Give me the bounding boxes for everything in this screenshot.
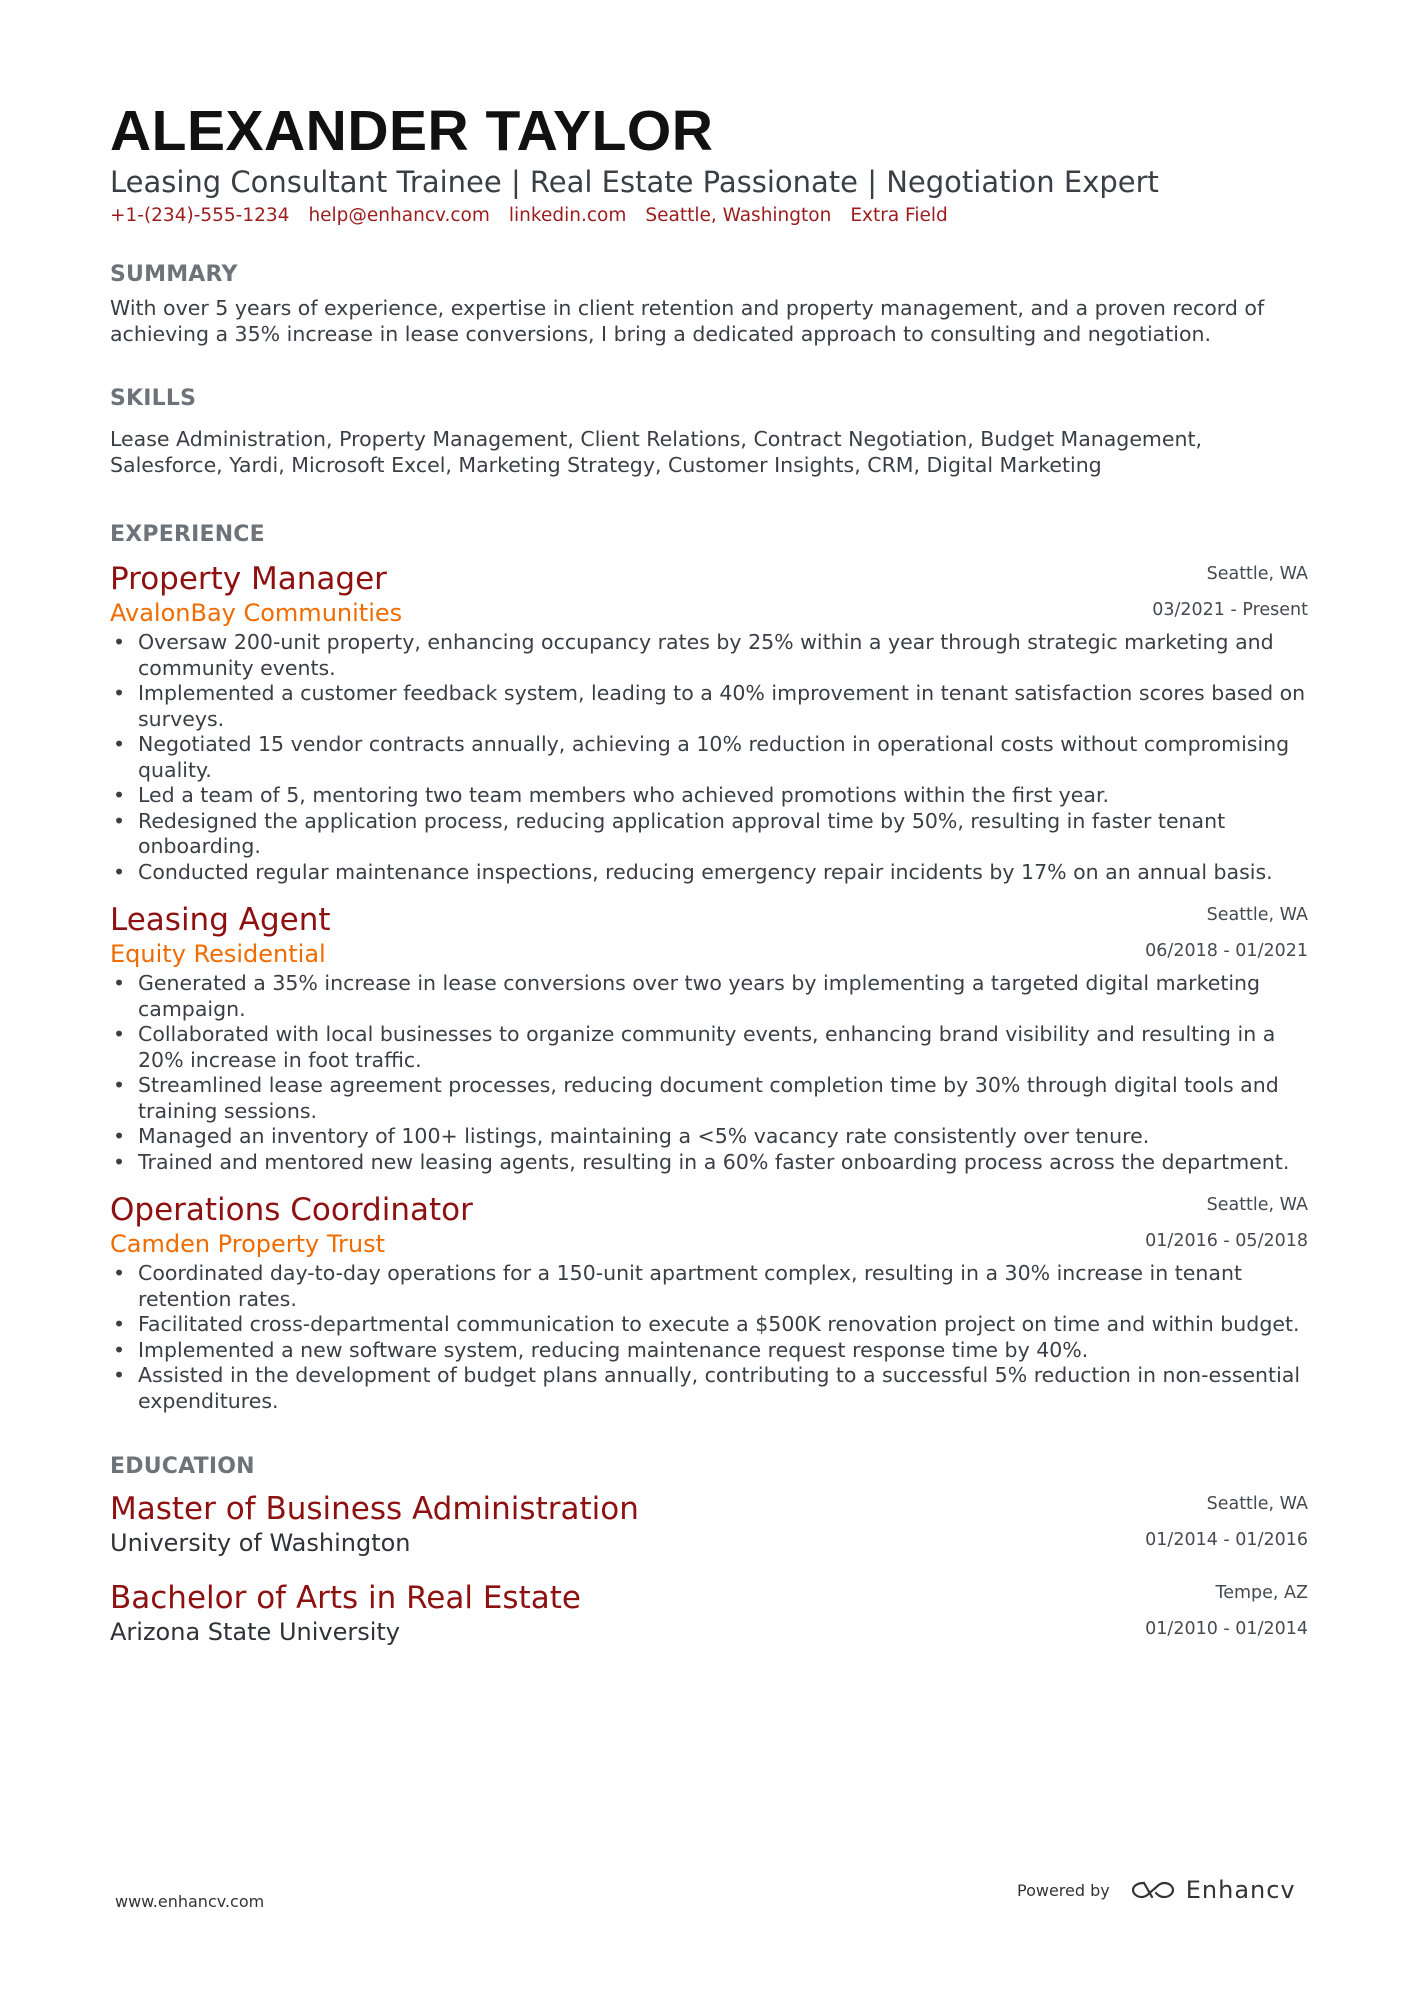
job-dates: 01/2016 - 05/2018 (1145, 1231, 1308, 1251)
list-item: • Led a team of 5, mentoring two team members who achieved promotions within the first year. (138, 783, 1308, 809)
education-entry (110, 1490, 1308, 1558)
company-name: AvalonBay Communities (110, 599, 403, 627)
education-heading: EDUCATION (110, 1454, 255, 1479)
list-item: • Coordinated day-to-day operations for a 150-unit apartment complex, resulting in a 30% increase in tenant retention rates. (138, 1261, 1308, 1312)
list-item: • Managed an inventory of 100+ listings, maintaining a <5% vacancy rate consistently over tenure. (138, 1124, 1308, 1150)
achievement-list (110, 630, 1308, 885)
list-item: • Oversaw 200-unit property, enhancing occupancy rates by 25% within a year through strategic marketing and community events. (138, 630, 1308, 681)
experience-entry (110, 560, 1308, 885)
job-dates: 03/2021 - Present (1152, 600, 1308, 620)
job-dates: 06/2018 - 01/2021 (1145, 941, 1308, 961)
list-item: • Negotiated 15 vendor contracts annually, achieving a 10% reduction in operational costs without compromising quality. (138, 732, 1308, 783)
extra-field-text: Extra Field (850, 205, 948, 226)
job-location: Seattle, WA (1206, 1195, 1308, 1215)
contact-info (110, 202, 1308, 230)
list-item: • Implemented a customer feedback system, leading to a 40% improvement in tenant satisfaction scores based on surveys. (138, 681, 1308, 732)
achievement-list (110, 1261, 1308, 1414)
school-location: Seattle, WA (1206, 1494, 1308, 1514)
job-location: Seattle, WA (1206, 564, 1308, 584)
location-text: Seattle, Washington (645, 205, 832, 226)
list-item: • Collaborated with local businesses to organize community events, enhancing brand visibility and resulting in a 20% increase in foot traffic. (138, 1022, 1308, 1073)
school-name: Arizona State University (110, 1618, 401, 1646)
candidate-name: ALEXANDER TAYLOR (110, 99, 714, 163)
company-name: Equity Residential (110, 940, 326, 968)
powered-by-text: Powered by (1017, 1880, 1110, 1900)
job-title: Operations Coordinator (110, 1192, 473, 1228)
company-name: Camden Property Trust (110, 1230, 385, 1258)
candidate-headline: Leasing Consultant Trainee | Real Estate Passionate | Negotiation Expert (110, 165, 1159, 199)
school-name: University of Washington (110, 1529, 411, 1557)
education-entry (110, 1579, 1308, 1647)
list-item: • Implemented a new software system, reducing maintenance request response time by 40%. (138, 1338, 1308, 1364)
phone-link[interactable]: +1-(234)-555-1234 (110, 205, 290, 226)
degree-title: Bachelor of Arts in Real Estate (110, 1580, 581, 1616)
summary-text: With over 5 years of experience, expertise in client retention and property management, and a proven record of achieving a 35% increase in lease conversions, I bring a dedicated approach to consulting and negotiation. (110, 296, 1265, 346)
list-item: • Redesigned the application process, reducing application approval time by 50%, resulting in faster tenant onboarding. (138, 809, 1308, 860)
email-link[interactable]: help@enhancv.com (308, 205, 490, 226)
summary-heading: SUMMARY (110, 262, 238, 287)
enhancv-brand-name: Enhancv (1185, 1876, 1296, 1904)
list-item: • Assisted in the development of budget plans annually, contributing to a successful 5% reduction in non-essential expenditures. (138, 1363, 1308, 1414)
school-dates: 01/2010 - 01/2014 (1145, 1619, 1308, 1639)
resume-page (110, 100, 1308, 1647)
list-item: • Trained and mentored new leasing agents, resulting in a 60% faster onboarding process across the department. (138, 1150, 1308, 1176)
experience-heading: EXPERIENCE (110, 522, 265, 547)
degree-title: Master of Business Administration (110, 1491, 639, 1527)
school-dates: 01/2014 - 01/2016 (1145, 1530, 1308, 1550)
list-item: • Conducted regular maintenance inspections, reducing emergency repair incidents by 17% on an annual basis. (138, 860, 1308, 886)
skills-text: Lease Administration, Property Management, Client Relations, Contract Negotiation, Budget Management, Salesforce, Yardi, Microsoft Excel, Marketing Strategy, Customer Insights, CRM, Digital Marketing (110, 427, 1203, 477)
list-item: • Generated a 35% increase in lease conversions over two years by implementing a targeted digital marketing campaign. (138, 971, 1308, 1022)
enhancv-logo-icon (1130, 1878, 1176, 1902)
job-title: Leasing Agent (110, 902, 331, 938)
achievement-list (110, 971, 1308, 1175)
list-item: • Streamlined lease agreement processes, reducing document completion time by 30% through digital tools and training sessions. (138, 1073, 1308, 1124)
enhancv-brand[interactable] (1130, 1876, 1296, 1904)
footer-branding (1017, 1876, 1296, 1904)
job-title: Property Manager (110, 561, 387, 597)
skills-heading: SKILLS (110, 386, 197, 411)
experience-entry (110, 1191, 1308, 1414)
experience-entry (110, 901, 1308, 1175)
school-location: Tempe, AZ (1215, 1583, 1308, 1603)
linkedin-link[interactable]: linkedin.com (508, 205, 627, 226)
list-item: • Facilitated cross-departmental communication to execute a $500K renovation project on time and within budget. (138, 1312, 1308, 1338)
job-location: Seattle, WA (1206, 905, 1308, 925)
footer-website-link[interactable]: www.enhancv.com (115, 1892, 265, 1911)
